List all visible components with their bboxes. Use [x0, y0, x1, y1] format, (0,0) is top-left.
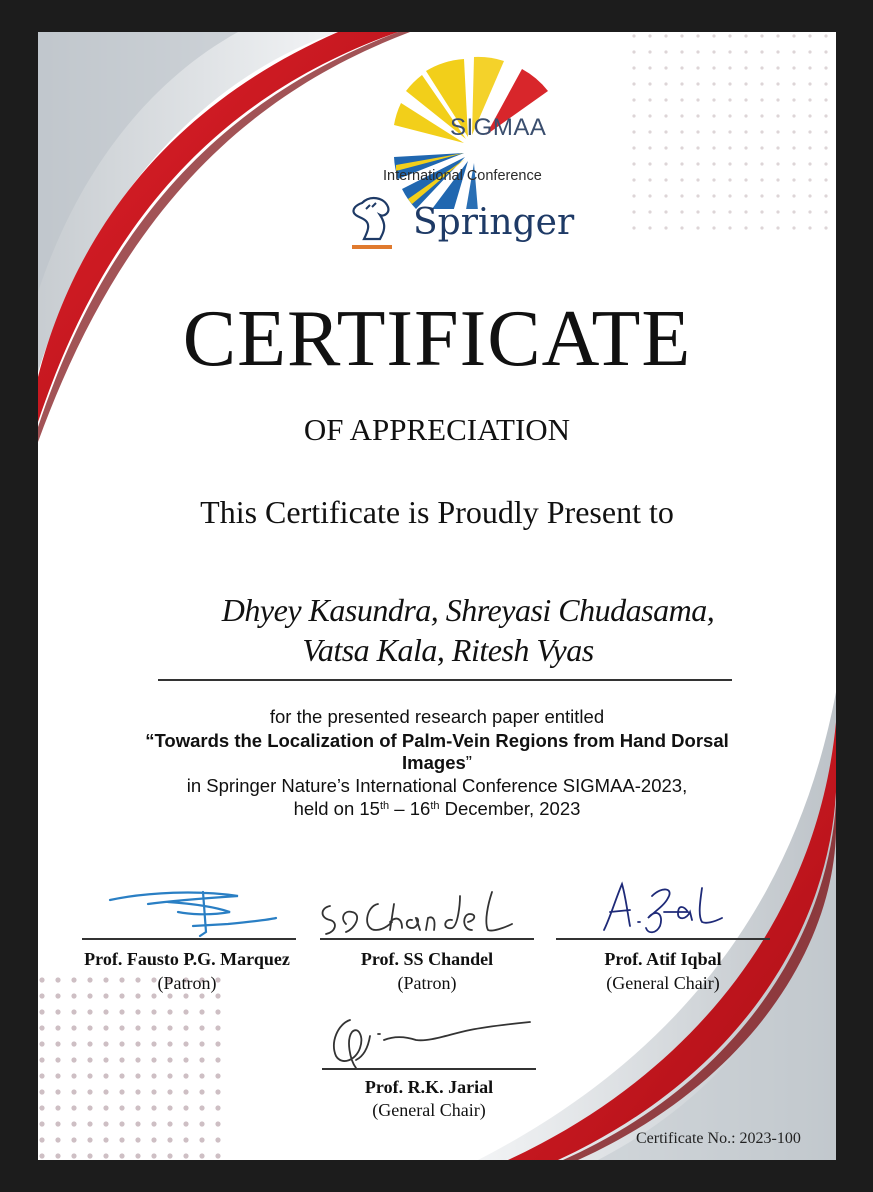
presented-to-line: This Certificate is Proudly Present to — [200, 494, 674, 530]
signature-line-1 — [82, 938, 296, 940]
paper-title-line-1: “Towards the Localization of Palm-Vein Regions from Hand Dorsal — [145, 730, 729, 751]
date-sup-2: th — [430, 800, 440, 812]
top-right-dots — [628, 32, 836, 232]
date-line — [38, 798, 836, 820]
signatory-name-1: Prof. Fausto P.G. Marquez — [84, 949, 290, 969]
paper-title-close-quote: ” — [465, 752, 472, 773]
conference-subtitle: International Conference — [383, 168, 542, 184]
date-suffix: December, 2023 — [439, 798, 581, 819]
recipient-underline — [158, 679, 732, 681]
date-mid: – 16 — [389, 798, 431, 819]
certificate-subtitle: OF APPRECIATION — [303, 412, 571, 447]
signatory-role-4: (General Chair) — [372, 1100, 486, 1120]
recipient-names-line-1: Dhyey Kasundra, Shreyasi Chudasama, — [221, 592, 715, 628]
signature-line-3 — [556, 938, 770, 940]
paper-intro: for the presented research paper entitled — [269, 706, 605, 727]
bottom-left-dots — [38, 972, 228, 1160]
signature-marquez — [108, 882, 278, 942]
signature-jarial — [320, 1012, 540, 1072]
signature-line-4 — [322, 1068, 536, 1070]
signature-line-2 — [320, 938, 534, 940]
paper-title-end: Images — [402, 752, 466, 773]
date-sup-1: th — [379, 800, 390, 812]
signatory-role-1: (Patron) — [157, 973, 217, 993]
springer-logo-text: Springer — [413, 202, 575, 243]
conference-line: in Springer Nature’s International Conference SIGMAA-2023, — [186, 775, 688, 796]
signature-iqbal — [598, 878, 768, 938]
sigmaa-logo-text: SIGMAA — [450, 114, 547, 141]
certificate-number: Certificate No.: 2023-100 — [636, 1130, 801, 1147]
signature-chandel — [316, 884, 556, 944]
recipient-names-line-2: Vatsa Kala, Ritesh Vyas — [302, 632, 594, 668]
signatory-role-3: (General Chair) — [606, 973, 720, 993]
springer-horse-icon — [350, 195, 394, 253]
certificate — [38, 32, 836, 1160]
paper-title-line-2 — [38, 752, 836, 774]
signatory-name-2: Prof. SS Chandel — [360, 949, 494, 969]
date-prefix: held on 15 — [293, 798, 380, 819]
signatory-role-2: (Patron) — [397, 973, 457, 993]
certificate-title: CERTIFICATE — [182, 295, 692, 383]
signatory-name-3: Prof. Atif Iqbal — [604, 949, 722, 969]
signatory-name-4: Prof. R.K. Jarial — [364, 1077, 494, 1097]
